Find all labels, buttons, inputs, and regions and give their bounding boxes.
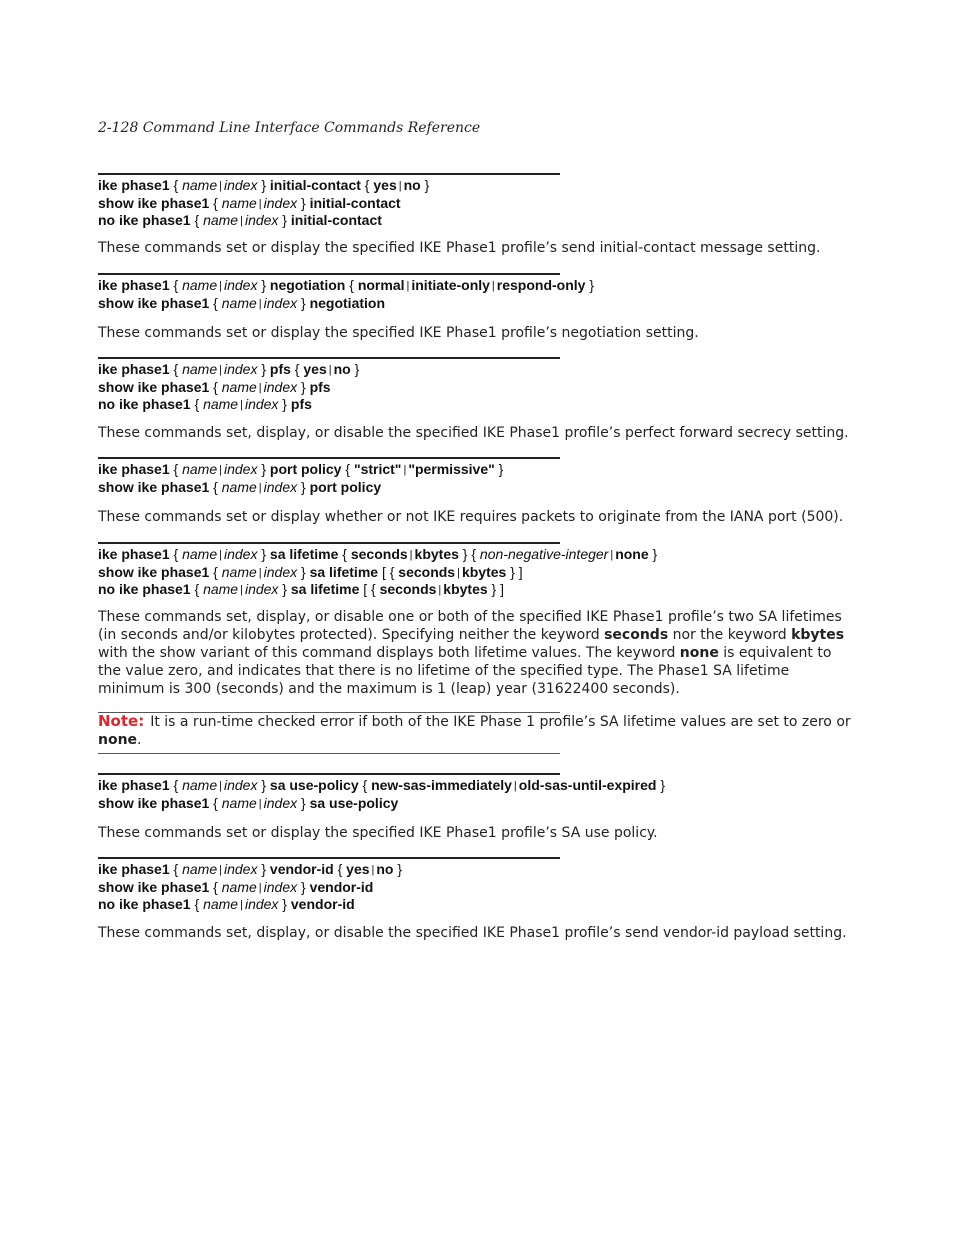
keyword: old-sas-until-expired <box>518 777 657 793</box>
text-run: } <box>297 478 310 495</box>
keyword: vendor-id <box>290 896 355 912</box>
separator: | <box>240 584 243 596</box>
separator: | <box>491 280 495 292</box>
keyword: kbytes <box>791 627 845 643</box>
separator: | <box>610 549 614 561</box>
command-description: These commands set, display, or disable the specified IKE Phase1 profile’s perfect forward secrecy setting. <box>98 425 849 441</box>
text-run: [ { <box>359 581 380 597</box>
keyword: none <box>615 546 649 562</box>
text-run: } <box>297 794 310 811</box>
separator: | <box>219 864 222 876</box>
syntax-line <box>98 480 858 498</box>
keyword: ike phase1 <box>98 461 170 477</box>
separator: | <box>398 180 402 192</box>
keyword: sa lifetime <box>309 563 379 580</box>
separator: | <box>258 481 262 494</box>
syntax-line <box>98 196 858 214</box>
note-text <box>98 714 851 748</box>
keyword: negotiation <box>309 294 386 311</box>
parameter: index <box>223 177 258 193</box>
keyword: pfs <box>309 378 331 395</box>
text-run: { <box>169 461 183 477</box>
parameter: index <box>263 478 298 495</box>
keyword: seconds <box>398 563 456 580</box>
separator: | <box>219 180 222 192</box>
keyword: none <box>98 732 138 748</box>
keyword: show ike phase1 <box>98 878 210 895</box>
command-description: These commands set, display, or disable the specified IKE Phase1 profile’s send vendor-id payload setting. <box>98 925 847 941</box>
text-run: [ { <box>378 563 399 580</box>
keyword: initial-contact <box>290 212 382 228</box>
text-run: } <box>656 777 666 793</box>
page-header: 2-128 Command Line Interface Commands Reference <box>98 120 481 136</box>
text-run: { <box>209 563 222 580</box>
separator: | <box>219 364 222 376</box>
keyword: kbytes <box>461 563 507 580</box>
text-run: { <box>209 794 222 811</box>
keyword: show ike phase1 <box>98 563 210 580</box>
separator: | <box>219 780 222 792</box>
parameter: name <box>182 361 218 377</box>
keyword: sa lifetime <box>269 546 339 562</box>
parameter: index <box>263 563 298 580</box>
syntax-line <box>98 547 858 565</box>
separator: | <box>371 864 375 876</box>
text-run: } <box>648 546 658 562</box>
note-rule-bottom <box>98 753 560 754</box>
parameter: name <box>182 861 218 877</box>
separator: | <box>258 381 262 394</box>
parameter: name <box>182 461 218 477</box>
parameter: index <box>244 212 279 228</box>
command-description: These commands set or display whether or not IKE requires packets to originate from the IANA port (500). <box>98 509 844 525</box>
keyword: normal <box>357 277 405 293</box>
keyword: yes <box>373 177 397 193</box>
keyword: show ike phase1 <box>98 478 210 495</box>
command-syntax <box>98 778 858 813</box>
text-run: { <box>169 546 183 562</box>
parameter: index <box>263 194 298 211</box>
text-run: { <box>358 777 372 793</box>
keyword: sa use-policy <box>309 794 399 811</box>
parameter: name <box>221 194 257 211</box>
text-run: with the show variant of this command displays both lifetime values. The keyword <box>98 645 680 661</box>
keyword: show ike phase1 <box>98 378 210 395</box>
keyword: show ike phase1 <box>98 194 210 211</box>
text-run: } <box>257 546 270 562</box>
section-rule <box>98 857 560 859</box>
text-run: { <box>209 878 222 895</box>
parameter: name <box>203 212 239 228</box>
text-run: { <box>190 212 204 228</box>
parameter: name <box>221 294 257 311</box>
parameter: name <box>182 777 218 793</box>
separator: | <box>219 549 222 561</box>
keyword: ike phase1 <box>98 777 170 793</box>
syntax-line <box>98 796 858 814</box>
keyword: no <box>333 361 351 377</box>
keyword: vendor-id <box>269 861 334 877</box>
separator: | <box>258 566 262 579</box>
text-run: } <box>494 461 504 477</box>
keyword: initial-contact <box>309 194 401 211</box>
syntax-line <box>98 565 858 583</box>
parameter: index <box>263 378 298 395</box>
command-syntax <box>98 862 858 915</box>
parameter: index <box>263 878 298 895</box>
command-syntax <box>98 278 858 313</box>
parameter: name <box>221 563 257 580</box>
keyword: seconds <box>379 581 437 597</box>
syntax-line <box>98 880 858 898</box>
text-run: { <box>190 581 204 597</box>
keyword: "strict" <box>353 461 402 477</box>
keyword: no <box>403 177 421 193</box>
keyword: ike phase1 <box>98 277 170 293</box>
command-description <box>98 608 854 698</box>
text-run: } <box>257 861 270 877</box>
syntax-line <box>98 278 858 296</box>
text-run: } ] <box>487 581 504 597</box>
note-label: Note: <box>98 712 145 730</box>
parameter: name <box>221 378 257 395</box>
separator: | <box>403 464 407 476</box>
text-run: } <box>297 378 310 395</box>
parameter: index <box>244 896 279 912</box>
text-run: } <box>278 396 291 412</box>
keyword: kbytes <box>414 546 459 562</box>
keyword: "permissive" <box>408 461 495 477</box>
parameter: name <box>182 177 218 193</box>
text-run: { <box>190 896 204 912</box>
text-run: { <box>169 177 183 193</box>
text-run: { <box>169 777 183 793</box>
syntax-line <box>98 178 858 196</box>
text-run: { <box>341 461 354 477</box>
separator: | <box>219 280 222 292</box>
keyword: initiate-only <box>411 277 490 293</box>
text-run: These commands set, display, or disable one or both of the specified IKE Phase1 profile’s two SA lifetimes (in seconds and/or kilobytes protected). Specifying neither the keyword <box>98 609 842 643</box>
keyword: no ike phase1 <box>98 581 191 597</box>
parameter: name <box>221 878 257 895</box>
separator: | <box>258 297 262 310</box>
keyword: pfs <box>269 361 291 377</box>
parameter: non-negative-integer <box>479 546 609 562</box>
section-rule <box>98 173 560 175</box>
keyword: ike phase1 <box>98 361 170 377</box>
parameter: index <box>223 777 258 793</box>
text-run: } <box>297 563 310 580</box>
text-run: } <box>350 361 360 377</box>
separator: | <box>240 215 243 227</box>
command-syntax <box>98 462 858 497</box>
parameter: index <box>223 546 258 562</box>
separator: | <box>240 899 243 911</box>
text-run: } <box>393 861 403 877</box>
parameter: name <box>182 277 218 293</box>
keyword: negotiation <box>269 277 346 293</box>
keyword: ike phase1 <box>98 861 170 877</box>
keyword: none <box>679 645 719 661</box>
keyword: vendor-id <box>309 878 374 895</box>
command-description: These commands set or display the specified IKE Phase1 profile’s send initial-contact message setting. <box>98 240 821 256</box>
syntax-line <box>98 897 858 915</box>
keyword: kbytes <box>443 581 488 597</box>
keyword: sa use-policy <box>269 777 359 793</box>
section-rule <box>98 357 560 359</box>
syntax-line <box>98 397 858 415</box>
text-run: { <box>169 277 183 293</box>
text-run: { <box>345 277 358 293</box>
parameter: index <box>244 396 279 412</box>
separator: | <box>438 584 442 596</box>
text-run: { <box>169 361 183 377</box>
keyword: yes <box>303 361 327 377</box>
parameter: index <box>223 361 258 377</box>
text-run: } <box>278 581 291 597</box>
text-run: } <box>278 896 291 912</box>
keyword: yes <box>346 861 370 877</box>
text-run: } <box>297 878 310 895</box>
syntax-line <box>98 778 858 796</box>
parameter: name <box>203 896 239 912</box>
parameter: index <box>223 277 258 293</box>
keyword: no ike phase1 <box>98 212 191 228</box>
text-run: { <box>338 546 351 562</box>
text-run: { <box>209 194 222 211</box>
text-run: } <box>297 194 310 211</box>
text-run: is equivalent to the value zero, and indicates that there is no lifetime of the specified type. The Phase1 SA lifetime minimum is 300 (seconds) and the maximum is 1 (leap) year (31622400 seconds). <box>98 645 832 697</box>
parameter: name <box>221 794 257 811</box>
section-rule <box>98 457 560 459</box>
keyword: no <box>376 861 394 877</box>
keyword: sa lifetime <box>290 581 360 597</box>
text-run: } <box>257 361 270 377</box>
separator: | <box>457 566 460 579</box>
text-run: { <box>190 396 204 412</box>
syntax-line <box>98 862 858 880</box>
section-rule <box>98 773 560 775</box>
separator: | <box>328 364 332 376</box>
text-run: { <box>169 861 183 877</box>
syntax-line <box>98 582 858 600</box>
syntax-line <box>98 362 858 380</box>
parameter: name <box>182 546 218 562</box>
parameter: index <box>223 461 258 477</box>
keyword: initial-contact <box>269 177 361 193</box>
text-run: It is a run-time checked error if both of the IKE Phase 1 profile’s SA lifetime values are set to zero or <box>150 714 851 730</box>
keyword: no ike phase1 <box>98 896 191 912</box>
section-rule <box>98 273 560 275</box>
separator: | <box>409 549 413 561</box>
parameter: name <box>203 396 239 412</box>
syntax-line <box>98 296 858 314</box>
text-run: } ] <box>506 563 523 580</box>
parameter: index <box>244 581 279 597</box>
keyword: show ike phase1 <box>98 294 210 311</box>
command-syntax <box>98 178 858 231</box>
separator: | <box>219 464 222 476</box>
syntax-line <box>98 213 858 231</box>
separator: | <box>258 797 262 810</box>
parameter: index <box>263 294 298 311</box>
keyword: new-sas-immediately <box>371 777 512 793</box>
section-rule <box>98 542 560 544</box>
text-run: . <box>137 732 142 748</box>
text-run: { <box>209 294 222 311</box>
text-run: } <box>297 294 310 311</box>
text-run: { <box>360 177 374 193</box>
text-run: } <box>278 212 291 228</box>
note <box>98 712 854 749</box>
separator: | <box>258 881 262 894</box>
keyword: show ike phase1 <box>98 794 210 811</box>
syntax-line <box>98 462 858 480</box>
text-run: { <box>209 378 222 395</box>
text-run: { <box>290 361 304 377</box>
separator: | <box>240 399 243 411</box>
text-run: } <box>585 277 595 293</box>
text-run: } { <box>458 546 480 562</box>
parameter: index <box>263 794 298 811</box>
text-run: } <box>257 461 270 477</box>
keyword: pfs <box>290 396 312 412</box>
text-run: } <box>257 177 270 193</box>
parameter: name <box>203 581 239 597</box>
parameter: index <box>223 861 258 877</box>
text-run: } <box>257 777 270 793</box>
command-syntax <box>98 547 858 600</box>
separator: | <box>406 280 410 292</box>
keyword: respond-only <box>496 277 586 293</box>
separator: | <box>258 197 262 210</box>
keyword: port policy <box>309 478 382 495</box>
command-syntax <box>98 362 858 415</box>
keyword: port policy <box>269 461 342 477</box>
command-description: These commands set or display the specified IKE Phase1 profile’s SA use policy. <box>98 825 658 841</box>
keyword: seconds <box>604 627 669 643</box>
text-run: } <box>257 277 270 293</box>
syntax-line <box>98 380 858 398</box>
keyword: seconds <box>350 546 408 562</box>
keyword: ike phase1 <box>98 546 170 562</box>
keyword: no ike phase1 <box>98 396 191 412</box>
text-run: { <box>209 478 222 495</box>
text-run: nor the keyword <box>668 627 792 643</box>
separator: | <box>513 780 517 792</box>
keyword: ike phase1 <box>98 177 170 193</box>
command-description: These commands set or display the specified IKE Phase1 profile’s negotiation setting. <box>98 325 699 341</box>
text-run: { <box>333 861 347 877</box>
text-run: } <box>420 177 430 193</box>
parameter: name <box>221 478 257 495</box>
